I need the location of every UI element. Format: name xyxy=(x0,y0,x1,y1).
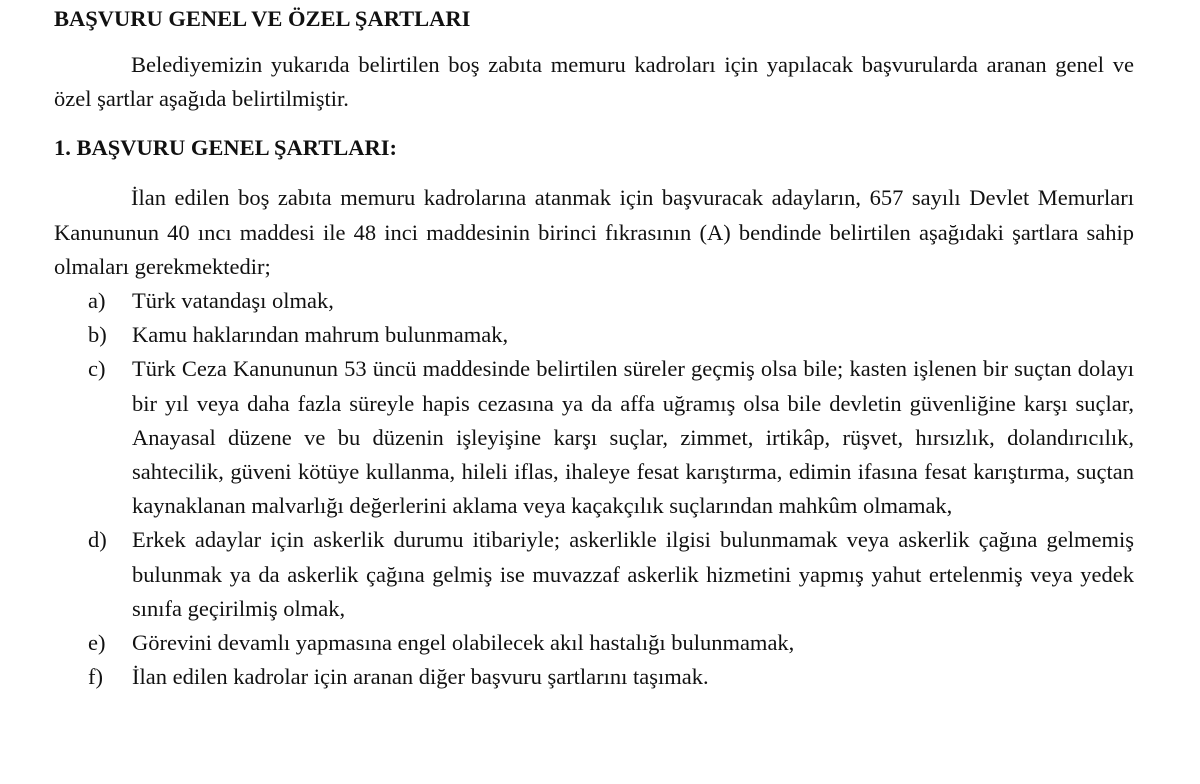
list-item-text: Görevini devamlı yapmasına engel olabilecek akıl hastalığı bulunmamak, xyxy=(132,630,795,656)
section-paragraph: İlan edilen boş zabıta memuru kadrolarına atanmak için başvuracak adayların, 657 sayılı Devlet Memurları Kanununun 40 ıncı maddesi ile 48 inci maddesinin birinci fıkrasının (A) bendinde belirtilen aşağıdaki şartlara sahip olmaları gerekmektedir; xyxy=(54,185,1134,279)
list-marker: e) xyxy=(88,630,106,656)
list-item-text: Türk vatandaşı olmak, xyxy=(132,288,334,314)
list-marker: a) xyxy=(88,288,106,314)
list-item-text: İlan edilen kadrolar için aranan diğer başvuru şartlarını taşımak. xyxy=(132,664,709,690)
list-item-e xyxy=(88,626,1134,660)
section-heading: 1. BAŞVURU GENEL ŞARTLARI: xyxy=(54,135,398,161)
list-marker: d) xyxy=(88,527,107,553)
list-marker: b) xyxy=(88,322,107,348)
list-item-c xyxy=(88,352,1134,523)
list-marker: c) xyxy=(88,356,106,382)
list-marker: f) xyxy=(88,664,103,690)
list-item-d xyxy=(88,523,1134,626)
list-item-f xyxy=(88,660,1134,694)
list-item-b xyxy=(88,318,1134,352)
list-item-a xyxy=(88,284,1134,318)
document-title: BAŞVURU GENEL VE ÖZEL ŞARTLARI xyxy=(54,6,471,31)
list-item-text: Kamu haklarından mahrum bulunmamak, xyxy=(132,322,509,348)
list-item-text: Türk Ceza Kanununun 53 üncü maddesinde belirtilen süreler geçmiş olsa bile; kasten işlenen bir suçtan dolayı bir yıl veya daha fazla süreyle hapis cezasına ya da affa uğramış olsa bile devletin güvenliğine karşı suçlar, Anayasal düzene ve bu düzenin işleyişine karşı suçlar, zimmet, irtikâp, rüşvet, hırsızlık, dolandırıcılık, sahtecilik, güveni kötüye kullanma, hileli iflas, ihaleye fesat karıştırma, edimin ifasına fesat karıştırma, suçtan kaynaklanan malvarlığı değerlerini aklama veya kaçakçılık suçlarından mahkûm olmamak, xyxy=(132,356,1134,519)
list-item-text: Erkek adaylar için askerlik durumu itibariyle; askerlikle ilgisi bulunmamak veya askerlik çağına gelmemiş bulunmak ya da askerlik çağına gelmiş ise muvazzaf askerlik hizmetini yapmış yahut ertelenmiş veya yedek sınıfa geçirilmiş olmak, xyxy=(132,527,1134,621)
intro-paragraph: Belediyemizin yukarıda belirtilen boş zabıta memuru kadroları için yapılacak başvurularda aranan genel ve özel şartlar aşağıda belirtilmiştir. xyxy=(54,52,1134,112)
requirements-list xyxy=(54,284,1134,694)
